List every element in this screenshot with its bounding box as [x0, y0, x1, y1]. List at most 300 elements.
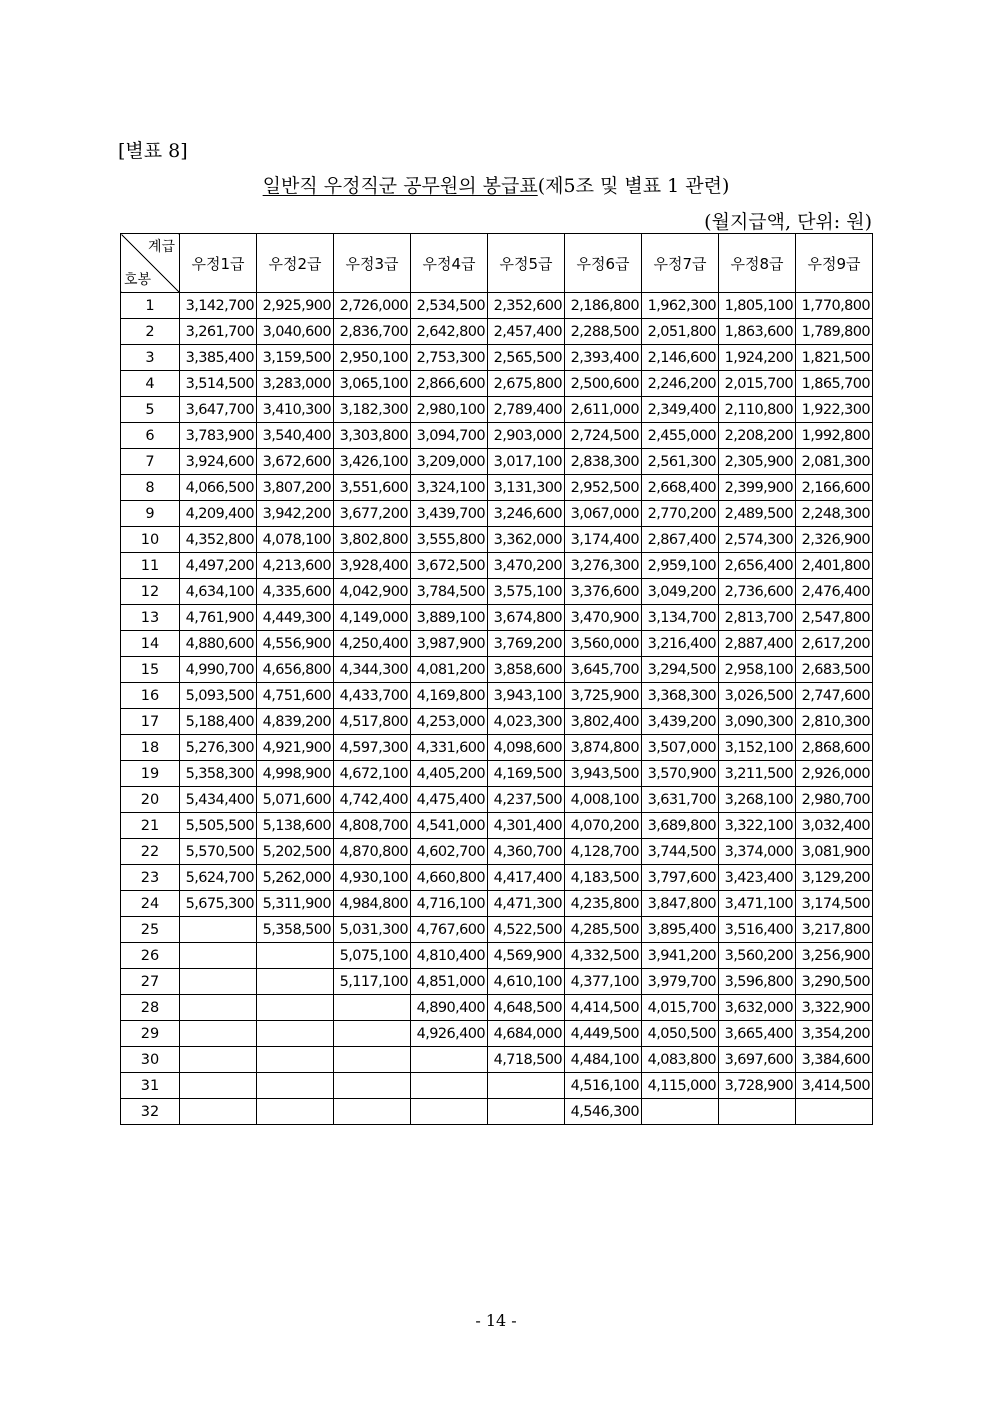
salary-cell: 2,246,200: [642, 371, 719, 397]
salary-cell: 4,213,600: [257, 553, 334, 579]
table-row: [121, 449, 873, 475]
salary-cell: [257, 1073, 334, 1099]
salary-cell: 3,807,200: [257, 475, 334, 501]
salary-cell: 3,182,300: [334, 397, 411, 423]
salary-cell: 3,049,200: [642, 579, 719, 605]
salary-cell: 4,610,100: [488, 969, 565, 995]
salary-cell: 4,417,400: [488, 865, 565, 891]
salary-cell: 2,925,900: [257, 293, 334, 319]
salary-cell: 1,770,800: [796, 293, 873, 319]
column-header: 우정2급: [257, 234, 334, 293]
salary-cell: [257, 1099, 334, 1125]
salary-cell: 3,026,500: [719, 683, 796, 709]
salary-cell: 2,574,300: [719, 527, 796, 553]
table-row: [121, 579, 873, 605]
step-cell: 2: [121, 319, 180, 345]
column-header: 우정9급: [796, 234, 873, 293]
table-row: [121, 1047, 873, 1073]
salary-cell: 3,987,900: [411, 631, 488, 657]
salary-cell: 3,090,300: [719, 709, 796, 735]
salary-cell: [411, 1073, 488, 1099]
table-row: [121, 761, 873, 787]
salary-cell: 5,358,300: [180, 761, 257, 787]
salary-cell: 3,081,900: [796, 839, 873, 865]
step-cell: 21: [121, 813, 180, 839]
salary-cell: 4,475,400: [411, 787, 488, 813]
salary-cell: 3,322,900: [796, 995, 873, 1021]
salary-cell: 3,174,400: [565, 527, 642, 553]
salary-cell: 5,262,000: [257, 865, 334, 891]
salary-cell: 3,596,800: [719, 969, 796, 995]
column-header: 우정7급: [642, 234, 719, 293]
salary-cell: 3,560,000: [565, 631, 642, 657]
salary-cell: 3,131,300: [488, 475, 565, 501]
salary-cell: [334, 1047, 411, 1073]
salary-cell: 3,152,100: [719, 735, 796, 761]
salary-cell: 3,647,700: [180, 397, 257, 423]
salary-cell: 3,032,400: [796, 813, 873, 839]
salary-cell: 3,744,500: [642, 839, 719, 865]
salary-cell: 3,426,100: [334, 449, 411, 475]
salary-cell: 2,747,600: [796, 683, 873, 709]
table-header-row: [121, 234, 873, 293]
salary-cell: 4,656,800: [257, 657, 334, 683]
salary-cell: 4,810,400: [411, 943, 488, 969]
column-header: 우정5급: [488, 234, 565, 293]
table-row: [121, 319, 873, 345]
salary-cell: [334, 1021, 411, 1047]
table-row: [121, 865, 873, 891]
salary-cell: 3,677,200: [334, 501, 411, 527]
salary-cell: 4,742,400: [334, 787, 411, 813]
table-row: [121, 345, 873, 371]
salary-cell: 4,344,300: [334, 657, 411, 683]
table-row: [121, 735, 873, 761]
salary-cell: 1,865,700: [796, 371, 873, 397]
step-cell: 5: [121, 397, 180, 423]
salary-cell: 4,808,700: [334, 813, 411, 839]
page-number: - 14 -: [475, 1311, 517, 1330]
salary-cell: 3,942,200: [257, 501, 334, 527]
salary-cell: 2,015,700: [719, 371, 796, 397]
salary-cell: 1,992,800: [796, 423, 873, 449]
table-row: [121, 631, 873, 657]
salary-cell: [180, 969, 257, 995]
salary-cell: 2,668,400: [642, 475, 719, 501]
salary-cell: 3,895,400: [642, 917, 719, 943]
salary-cell: 3,697,600: [719, 1047, 796, 1073]
salary-cell: 1,789,800: [796, 319, 873, 345]
salary-cell: 2,813,700: [719, 605, 796, 631]
salary-cell: 2,561,300: [642, 449, 719, 475]
salary-cell: 2,399,900: [719, 475, 796, 501]
salary-cell: 3,769,200: [488, 631, 565, 657]
table-row: [121, 1073, 873, 1099]
salary-cell: 2,642,800: [411, 319, 488, 345]
table-row: [121, 657, 873, 683]
salary-cell: 4,851,000: [411, 969, 488, 995]
salary-cell: 3,672,600: [257, 449, 334, 475]
salary-cell: 3,261,700: [180, 319, 257, 345]
salary-cell: 3,134,700: [642, 605, 719, 631]
salary-cell: 4,352,800: [180, 527, 257, 553]
salary-cell: [411, 1047, 488, 1073]
salary-cell: 3,802,800: [334, 527, 411, 553]
salary-cell: 4,081,200: [411, 657, 488, 683]
table-row: [121, 423, 873, 449]
salary-cell: 2,867,400: [642, 527, 719, 553]
salary-cell: 4,648,500: [488, 995, 565, 1021]
salary-cell: 2,836,700: [334, 319, 411, 345]
salary-cell: 4,098,600: [488, 735, 565, 761]
step-cell: 11: [121, 553, 180, 579]
step-cell: 29: [121, 1021, 180, 1047]
salary-cell: 4,556,900: [257, 631, 334, 657]
salary-cell: 4,250,400: [334, 631, 411, 657]
salary-cell: 4,183,500: [565, 865, 642, 891]
salary-cell: 3,067,000: [565, 501, 642, 527]
salary-cell: 4,546,300: [565, 1099, 642, 1125]
step-cell: 16: [121, 683, 180, 709]
salary-cell: 4,660,800: [411, 865, 488, 891]
step-cell: 28: [121, 995, 180, 1021]
salary-cell: 4,497,200: [180, 553, 257, 579]
salary-cell: [180, 1073, 257, 1099]
salary-cell: 2,838,300: [565, 449, 642, 475]
step-cell: 17: [121, 709, 180, 735]
salary-cell: 4,115,000: [642, 1073, 719, 1099]
salary-cell: 5,505,500: [180, 813, 257, 839]
salary-cell: 3,470,200: [488, 553, 565, 579]
title-main: 일반직 우정직군 공무원의 봉급표: [262, 175, 538, 197]
salary-cell: 5,071,600: [257, 787, 334, 813]
salary-cell: 3,689,800: [642, 813, 719, 839]
salary-cell: 4,405,200: [411, 761, 488, 787]
salary-cell: [334, 1099, 411, 1125]
salary-cell: [180, 1099, 257, 1125]
salary-cell: 4,634,100: [180, 579, 257, 605]
step-cell: 27: [121, 969, 180, 995]
salary-cell: 4,128,700: [565, 839, 642, 865]
salary-cell: 4,070,200: [565, 813, 642, 839]
salary-cell: 1,863,600: [719, 319, 796, 345]
salary-cell: 4,522,500: [488, 917, 565, 943]
salary-cell: [488, 1073, 565, 1099]
salary-cell: 2,952,500: [565, 475, 642, 501]
salary-cell: 5,117,100: [334, 969, 411, 995]
salary-cell: 4,471,300: [488, 891, 565, 917]
salary-cell: 5,358,500: [257, 917, 334, 943]
salary-cell: 3,570,900: [642, 761, 719, 787]
salary-cell: 3,211,500: [719, 761, 796, 787]
salary-cell: 2,455,000: [642, 423, 719, 449]
salary-cell: 3,847,800: [642, 891, 719, 917]
table-row: [121, 475, 873, 501]
salary-cell: 5,031,300: [334, 917, 411, 943]
salary-cell: 2,166,600: [796, 475, 873, 501]
salary-cell: 4,516,100: [565, 1073, 642, 1099]
salary-cell: 4,285,500: [565, 917, 642, 943]
table-row: [121, 1099, 873, 1125]
salary-cell: 2,789,400: [488, 397, 565, 423]
salary-cell: 2,326,900: [796, 527, 873, 553]
step-cell: 24: [121, 891, 180, 917]
salary-cell: 4,569,900: [488, 943, 565, 969]
salary-cell: 3,924,600: [180, 449, 257, 475]
salary-cell: 4,301,400: [488, 813, 565, 839]
salary-cell: 2,186,800: [565, 293, 642, 319]
step-cell: 32: [121, 1099, 180, 1125]
step-cell: 12: [121, 579, 180, 605]
salary-cell: [334, 1073, 411, 1099]
salary-cell: 2,110,800: [719, 397, 796, 423]
corner-grade-label: 계급: [147, 239, 175, 255]
salary-cell: 4,360,700: [488, 839, 565, 865]
salary-cell: 2,683,500: [796, 657, 873, 683]
salary-cell: 3,439,200: [642, 709, 719, 735]
column-header: 우정3급: [334, 234, 411, 293]
salary-cell: 4,209,400: [180, 501, 257, 527]
salary-cell: 4,078,100: [257, 527, 334, 553]
salary-cell: 3,384,600: [796, 1047, 873, 1073]
step-cell: 23: [121, 865, 180, 891]
salary-cell: 1,805,100: [719, 293, 796, 319]
salary-cell: 4,169,500: [488, 761, 565, 787]
salary-cell: 2,051,800: [642, 319, 719, 345]
salary-cell: 3,322,100: [719, 813, 796, 839]
salary-cell: 4,169,800: [411, 683, 488, 709]
table-row: [121, 683, 873, 709]
salary-cell: 4,335,600: [257, 579, 334, 605]
salary-cell: 2,352,600: [488, 293, 565, 319]
salary-cell: 3,303,800: [334, 423, 411, 449]
salary-cell: 3,376,600: [565, 579, 642, 605]
step-cell: 14: [121, 631, 180, 657]
salary-cell: 2,753,300: [411, 345, 488, 371]
salary-cell: 4,015,700: [642, 995, 719, 1021]
salary-cell: 3,858,600: [488, 657, 565, 683]
salary-cell: [796, 1099, 873, 1125]
salary-cell: 3,423,400: [719, 865, 796, 891]
salary-cell: 3,797,600: [642, 865, 719, 891]
salary-cell: 2,401,800: [796, 553, 873, 579]
table-row: [121, 293, 873, 319]
salary-cell: 4,751,600: [257, 683, 334, 709]
salary-cell: 3,470,900: [565, 605, 642, 631]
table-body: [121, 293, 873, 1125]
table-row: [121, 527, 873, 553]
salary-cell: [257, 995, 334, 1021]
salary-cell: 4,597,300: [334, 735, 411, 761]
table-row: [121, 371, 873, 397]
step-cell: 18: [121, 735, 180, 761]
salary-cell: [180, 943, 257, 969]
salary-cell: 4,331,600: [411, 735, 488, 761]
table-row: [121, 891, 873, 917]
salary-cell: [257, 969, 334, 995]
salary-cell: 4,541,000: [411, 813, 488, 839]
salary-cell: 3,324,100: [411, 475, 488, 501]
salary-cell: 4,890,400: [411, 995, 488, 1021]
salary-cell: 4,716,100: [411, 891, 488, 917]
salary-cell: 2,950,100: [334, 345, 411, 371]
salary-cell: 3,414,500: [796, 1073, 873, 1099]
salary-cell: 4,414,500: [565, 995, 642, 1021]
table-row: [121, 917, 873, 943]
salary-cell: 4,484,100: [565, 1047, 642, 1073]
salary-cell: 5,138,600: [257, 813, 334, 839]
salary-cell: [257, 943, 334, 969]
salary-cell: 3,129,200: [796, 865, 873, 891]
step-cell: 1: [121, 293, 180, 319]
salary-cell: 2,887,400: [719, 631, 796, 657]
table-row: [121, 397, 873, 423]
salary-cell: 3,540,400: [257, 423, 334, 449]
salary-cell: 2,547,800: [796, 605, 873, 631]
table-row: [121, 813, 873, 839]
salary-cell: 3,551,600: [334, 475, 411, 501]
step-cell: 13: [121, 605, 180, 631]
salary-cell: 3,159,500: [257, 345, 334, 371]
salary-cell: 3,555,800: [411, 527, 488, 553]
salary-cell: 1,821,500: [796, 345, 873, 371]
salary-cell: 2,288,500: [565, 319, 642, 345]
step-cell: 20: [121, 787, 180, 813]
column-header: 우정4급: [411, 234, 488, 293]
salary-cell: 4,684,000: [488, 1021, 565, 1047]
column-header: 우정1급: [180, 234, 257, 293]
salary-cell: 4,235,800: [565, 891, 642, 917]
step-cell: 7: [121, 449, 180, 475]
salary-cell: 2,248,300: [796, 501, 873, 527]
corner-step-label: 호봉: [124, 272, 152, 288]
salary-cell: 4,672,100: [334, 761, 411, 787]
salary-cell: 1,962,300: [642, 293, 719, 319]
table-row: [121, 501, 873, 527]
salary-cell: [180, 917, 257, 943]
salary-cell: 2,534,500: [411, 293, 488, 319]
salary-cell: 2,958,100: [719, 657, 796, 683]
salary-cell: 2,926,000: [796, 761, 873, 787]
salary-cell: 2,903,000: [488, 423, 565, 449]
salary-cell: 4,377,100: [565, 969, 642, 995]
salary-cell: 3,294,500: [642, 657, 719, 683]
salary-cell: 2,500,600: [565, 371, 642, 397]
salary-cell: 1,924,200: [719, 345, 796, 371]
salary-cell: [411, 1099, 488, 1125]
step-cell: 8: [121, 475, 180, 501]
salary-cell: 4,332,500: [565, 943, 642, 969]
salary-cell: 3,283,000: [257, 371, 334, 397]
salary-cell: 3,631,700: [642, 787, 719, 813]
salary-cell: [180, 1047, 257, 1073]
salary-cell: 4,921,900: [257, 735, 334, 761]
salary-cell: 2,476,400: [796, 579, 873, 605]
salary-cell: 4,517,800: [334, 709, 411, 735]
salary-cell: 4,042,900: [334, 579, 411, 605]
salary-cell: 3,874,800: [565, 735, 642, 761]
salary-cell: 4,433,700: [334, 683, 411, 709]
salary-cell: 5,276,300: [180, 735, 257, 761]
salary-cell: 3,290,500: [796, 969, 873, 995]
salary-cell: 4,926,400: [411, 1021, 488, 1047]
salary-cell: 4,930,100: [334, 865, 411, 891]
step-cell: 15: [121, 657, 180, 683]
step-cell: 22: [121, 839, 180, 865]
salary-cell: 3,410,300: [257, 397, 334, 423]
salary-cell: 4,998,900: [257, 761, 334, 787]
salary-cell: 2,565,500: [488, 345, 565, 371]
salary-cell: 2,393,400: [565, 345, 642, 371]
table-corner-header: [121, 234, 180, 293]
salary-cell: 3,040,600: [257, 319, 334, 345]
table-row: [121, 943, 873, 969]
salary-cell: 4,449,500: [565, 1021, 642, 1047]
salary-cell: 3,941,200: [642, 943, 719, 969]
salary-cell: 2,736,600: [719, 579, 796, 605]
salary-cell: [180, 995, 257, 1021]
salary-cell: 3,507,000: [642, 735, 719, 761]
step-cell: 3: [121, 345, 180, 371]
salary-cell: 3,174,500: [796, 891, 873, 917]
salary-cell: 3,065,100: [334, 371, 411, 397]
salary-cell: [334, 995, 411, 1021]
salary-cell: 5,093,500: [180, 683, 257, 709]
salary-cell: 3,575,100: [488, 579, 565, 605]
salary-cell: 5,675,300: [180, 891, 257, 917]
column-header: 우정6급: [565, 234, 642, 293]
salary-cell: 4,050,500: [642, 1021, 719, 1047]
table-row: [121, 605, 873, 631]
salary-cell: 2,726,000: [334, 293, 411, 319]
salary-cell: 4,253,000: [411, 709, 488, 735]
salary-cell: 4,237,500: [488, 787, 565, 813]
salary-cell: 3,217,800: [796, 917, 873, 943]
salary-cell: [257, 1047, 334, 1073]
salary-cell: 2,611,000: [565, 397, 642, 423]
step-cell: 26: [121, 943, 180, 969]
salary-cell: 3,354,200: [796, 1021, 873, 1047]
salary-cell: 5,188,400: [180, 709, 257, 735]
salary-cell: 3,385,400: [180, 345, 257, 371]
step-cell: 19: [121, 761, 180, 787]
salary-cell: 2,457,400: [488, 319, 565, 345]
salary-cell: 3,216,400: [642, 631, 719, 657]
table-row: [121, 969, 873, 995]
salary-cell: 3,665,400: [719, 1021, 796, 1047]
document-title: [120, 171, 872, 198]
salary-cell: 2,349,400: [642, 397, 719, 423]
salary-cell: 3,928,400: [334, 553, 411, 579]
salary-cell: 4,761,900: [180, 605, 257, 631]
salary-cell: 3,516,400: [719, 917, 796, 943]
table-row: [121, 787, 873, 813]
step-cell: 31: [121, 1073, 180, 1099]
salary-cell: 4,870,800: [334, 839, 411, 865]
salary-cell: 2,810,300: [796, 709, 873, 735]
salary-cell: 3,374,000: [719, 839, 796, 865]
salary-cell: 2,208,200: [719, 423, 796, 449]
salary-cell: 3,674,800: [488, 605, 565, 631]
salary-cell: 3,246,600: [488, 501, 565, 527]
salary-cell: 2,081,300: [796, 449, 873, 475]
salary-cell: 4,880,600: [180, 631, 257, 657]
salary-cell: 4,083,800: [642, 1047, 719, 1073]
salary-cell: 3,368,300: [642, 683, 719, 709]
salary-cell: 3,645,700: [565, 657, 642, 683]
table-row: [121, 709, 873, 735]
salary-cell: 3,142,700: [180, 293, 257, 319]
